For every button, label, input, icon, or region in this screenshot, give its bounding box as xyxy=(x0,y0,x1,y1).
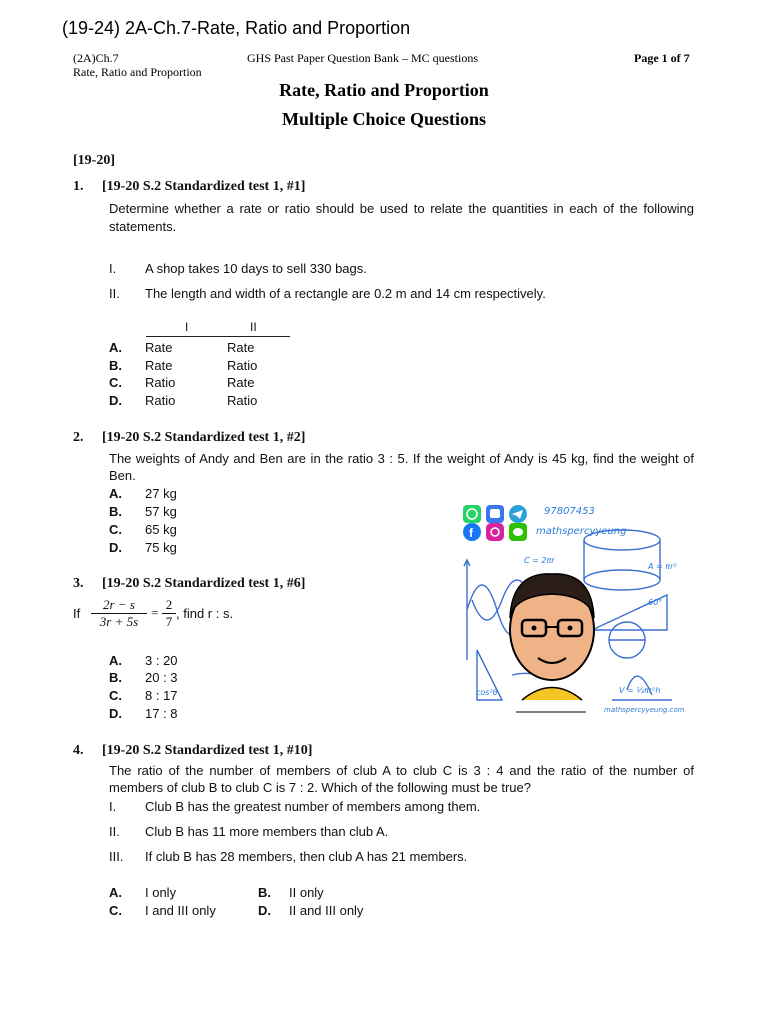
promo-graphic xyxy=(452,500,692,720)
question-number: 1. xyxy=(73,179,84,194)
option-col1: Rate xyxy=(145,358,173,373)
page-subtitle: Multiple Choice Questions xyxy=(281,109,486,129)
equation-find: , find r : s. xyxy=(176,606,234,621)
statement-text: Club B has the greatest number of members among them. xyxy=(145,799,481,814)
question-1-text: Determine whether a rate or ratio should be used to relate the quantities in each of the following statements. xyxy=(109,201,694,234)
promo-website: mathspercyyeung.com xyxy=(604,706,685,714)
equation-if: If xyxy=(73,606,81,621)
option-col2: Rate xyxy=(227,375,255,390)
header-chapter-name: Rate, Ratio and Proportion xyxy=(73,65,202,79)
option-col2: Rate xyxy=(227,340,255,355)
fraction-right xyxy=(162,597,176,630)
statement-label: II. xyxy=(109,824,120,839)
page-title: Rate, Ratio and Proportion xyxy=(279,80,489,100)
question-1-header xyxy=(73,179,305,195)
option-label: A. xyxy=(109,885,122,900)
statement-label: I. xyxy=(109,799,117,814)
option-label: D. xyxy=(109,706,122,721)
option-label: A. xyxy=(109,653,122,668)
avatar xyxy=(510,574,594,700)
section-label: [19-20] xyxy=(73,153,115,168)
option-label: C. xyxy=(109,522,122,537)
option-text: II and III only xyxy=(289,903,364,918)
equation-equals: = xyxy=(151,605,159,620)
question-number: 2. xyxy=(73,430,84,445)
header-chapter xyxy=(73,51,202,79)
formula-volume: V = ⅓πr²h xyxy=(619,686,661,695)
statement-text: If club B has 28 members, then club A has 21 members. xyxy=(145,849,468,864)
fraction-right-denominator: 7 xyxy=(165,614,173,629)
header-bank-name: GHS Past Paper Question Bank – MC questions xyxy=(247,51,478,65)
option-text: 27 kg xyxy=(145,486,177,501)
option-text: 65 kg xyxy=(145,522,177,537)
option-label: C. xyxy=(109,688,122,703)
svg-text:f: f xyxy=(469,526,473,540)
formula-angle: 60° xyxy=(648,598,663,607)
option-label: A. xyxy=(109,486,122,501)
option-col1: Rate xyxy=(145,340,173,355)
option-text: 8 : 17 xyxy=(145,688,178,703)
question-number: 4. xyxy=(73,743,84,758)
option-label: D. xyxy=(258,903,271,918)
question-2-text: The weights of Andy and Ben are in the ratio 3 : 5. If the weight of Andy is 45 kg, find the weight of Ben. xyxy=(109,451,694,483)
option-col2: Ratio xyxy=(227,358,258,373)
option-label: C. xyxy=(109,375,122,390)
fraction-left xyxy=(91,597,147,630)
formula-cos: cos²θ xyxy=(476,688,498,697)
option-text: II only xyxy=(289,885,324,900)
question-number: 3. xyxy=(73,576,84,591)
whatsapp-icon xyxy=(463,505,481,523)
option-text: 3 : 20 xyxy=(145,653,178,668)
formula-circle: C = 2πr xyxy=(524,556,555,565)
option-text: 17 : 8 xyxy=(145,706,178,721)
option-label: A. xyxy=(109,340,122,355)
option-label: D. xyxy=(109,393,122,408)
question-4-text: The ratio of the number of members of club A to club C is 3 : 4 and the ratio of the number of members of club B to club C is 7 : 2. Which of the following must be true? xyxy=(109,763,694,795)
column-header-ii: II xyxy=(250,320,257,334)
question-source: [19-20 S.2 Standardized test 1, #6] xyxy=(102,576,306,591)
question-3-header xyxy=(73,576,305,592)
statement-label: III. xyxy=(109,849,124,864)
question-source: [19-20 S.2 Standardized test 1, #10] xyxy=(102,743,313,758)
question-source: [19-20 S.2 Standardized test 1, #1] xyxy=(102,179,306,194)
fraction-left-denominator: 3r + 5s xyxy=(99,614,139,629)
promo-handle: mathspercyyeung xyxy=(536,526,627,537)
options-table-header xyxy=(146,320,290,337)
option-label: B. xyxy=(109,358,122,373)
fraction-left-numerator: 2r − s xyxy=(91,597,147,614)
statement-text: Club B has 11 more members than club A. xyxy=(145,824,389,839)
option-text: I only xyxy=(145,885,177,900)
option-col2: Ratio xyxy=(227,393,258,408)
statement-text: A shop takes 10 days to sell 330 bags. xyxy=(145,261,367,276)
option-text: 57 kg xyxy=(145,504,177,519)
statement-text: The length and width of a rectangle are 0.2 m and 14 cm respectively. xyxy=(145,286,546,301)
document-title: (19-24) 2A-Ch.7-Rate, Ratio and Proportion xyxy=(62,18,411,38)
option-col1: Ratio xyxy=(145,393,176,408)
column-header-i: I xyxy=(185,320,189,334)
header-chapter-code: (2A)Ch.7 xyxy=(73,51,119,65)
question-2-header xyxy=(73,430,305,446)
option-col1: Ratio xyxy=(145,375,176,390)
header-page-number: Page 1 of 7 xyxy=(634,51,690,65)
fraction-right-numerator: 2 xyxy=(162,597,176,614)
question-4-header xyxy=(73,743,312,759)
statement-label: I. xyxy=(109,261,117,276)
promo-phone: 97807453 xyxy=(544,506,595,517)
option-label: C. xyxy=(109,903,122,918)
option-text: I and III only xyxy=(145,903,216,918)
instagram-icon xyxy=(486,523,504,541)
formula-area: A = πr² xyxy=(648,562,677,571)
option-label: D. xyxy=(109,540,122,555)
option-text: 20 : 3 xyxy=(145,670,178,685)
option-label: B. xyxy=(109,670,122,685)
option-label: B. xyxy=(258,885,271,900)
option-text: 75 kg xyxy=(145,540,177,555)
question-source: [19-20 S.2 Standardized test 1, #2] xyxy=(102,430,306,445)
option-label: B. xyxy=(109,504,122,519)
statement-label: II. xyxy=(109,286,120,301)
